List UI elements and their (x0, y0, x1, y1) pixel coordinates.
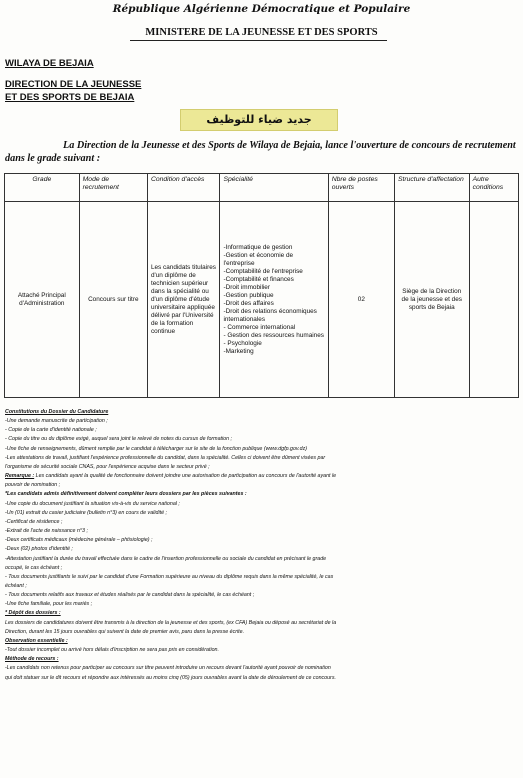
list-item: - Copie du titre ou du diplôme exigé, auquel sera joint le relevé de notes du cursus de formation ; (5, 436, 233, 443)
ministry-header: MINISTERE DE LA JEUNESSE ET DES SPORTS (145, 27, 378, 38)
list-item: échéant ; (5, 582, 27, 589)
specialite-item: -Informatique de gestion (223, 243, 293, 251)
remarque-text: Les candidats ayant la qualité de fonctionnaire doivent joindre une autorisation de participation au concours de l'autorité ayant le (34, 473, 337, 480)
cell-autres (469, 202, 518, 398)
intro-paragraph: La Direction de la Jeunesse et des Sports de Wilaya de Bejaia, lance l'ouverture de concours de recrutement dans le grade suivant : (5, 140, 516, 164)
republic-header: République Algérienne Démocratique et Populaire (112, 3, 411, 15)
list-item: - Copie de la carte d'identité nationale ; (5, 427, 97, 434)
list-item: l'organisme de sécurité sociale CNAS, pour l'expérience acquise dans le secteur privé ; (5, 463, 210, 470)
table-row (5, 202, 519, 398)
col-grade: Grade (5, 174, 80, 202)
remarque-label: Remarque : (5, 473, 35, 480)
specialite-item: -Droit immobilier (223, 283, 270, 291)
cell-mode: Concours sur titre (79, 202, 147, 398)
cell-grade: Attaché Principal d'Administration (5, 202, 80, 398)
col-mode: Mode de recrutement (79, 174, 147, 202)
cell-structure: Siège de la Direction de la jeunesse et des sports de Bejaia (394, 202, 469, 398)
list-item: -Une fiche familiale, pour les mariés ; (5, 601, 93, 608)
remarque-text-2: pouvoir de nomination ; (5, 482, 61, 489)
col-condition: Condition d'accès (147, 174, 220, 202)
specialite-item: -Comptabilité et finances (223, 275, 294, 283)
remarque-line (5, 472, 519, 481)
list-item: -Certificat de résidence ; (5, 518, 63, 525)
body-section (5, 408, 519, 683)
list-item: -Une copie du document justifiant la situation vis-à-vis du service national ; (5, 500, 180, 507)
list-item: - Tous documents justifiants le suivi par le candidat d'une Formation supérieure au niveau du diplôme requis dans la même spécialité, le cas (5, 573, 334, 580)
observation-line: -Tout dossier incomplet ou arrivé hors délais d'inscription ne sera pas pris en considération. (5, 647, 219, 654)
recruitment-table (4, 173, 519, 398)
issuer-direction: DIRECTION DE LA JEUNESSE (5, 78, 142, 90)
specialite-item: -Marketing (223, 347, 254, 355)
col-autres: Autre conditions (469, 174, 518, 202)
recours-title: Méthode de recours : (5, 656, 59, 663)
specialite-item: -Droit des relations économiques internationales (223, 307, 317, 323)
specialite-item: -Droit des affaires (223, 299, 274, 307)
cell-condition: Les candidats titulaires d'un diplôme de technicien supérieur dans la spécialité ou d'un diplôme d'étude universitaire appliquée délivré par l'Université de la formation continue (147, 202, 220, 398)
observation-title: Observation essentielle : (5, 637, 68, 644)
list-item: -Attestation justifiant la durée du travail effectuée dans le cadre de l'insertion professionnelle ou sociale du candidat en précisant le grade (5, 555, 327, 562)
list-item: -Deux (02) photos d'identité ; (5, 546, 73, 553)
specialite-item: - Commerce international (223, 323, 296, 331)
specialite-item: - Psychologie (223, 339, 262, 347)
list-item: -Un (01) extrait du casier judiciaire (bulletin n°3) en cours de validité ; (5, 509, 167, 516)
col-postes: Nbre de postes ouverts (328, 174, 394, 202)
list-item: -Une fiche de renseignements, dûment remplie par le candidat à télécharger sur le site de la fonction publique (www.dgfp.gov.dz) (5, 445, 307, 452)
recours-line: qui doit statuer sur le dit recours et répondre aux intéressés au moins cinq (05) jours ouvrables avant la date de déroulement de ce concours. (5, 674, 336, 681)
depot-title: * Dépôt des dossiers : (5, 610, 61, 617)
col-structure: Structure d'affectation (394, 174, 469, 202)
list-item: -Une demande manuscrite de participation ; (5, 418, 108, 425)
issuer-wilaya: WILAYA DE BEJAIA (5, 58, 94, 69)
table-header-row (5, 174, 519, 202)
list-item: -Deux certificats médicaux (médecine générale – phtisiologie) ; (5, 537, 153, 544)
dossier-title: Constitutions du Dossier du Candidature (5, 409, 109, 415)
recours-line: -Les candidats non retenus pour participer au concours sur titre peuvent introduire un recours devant l'autorité ayant pouvoir de nomination (5, 665, 331, 672)
ministry-underline (130, 40, 387, 41)
specialite-item: -Gestion publique (223, 291, 274, 299)
list-item: - Tous documents relatifs aux travaux et études réalisés par le candidat dans la spécialité, le cas échéant ; (5, 592, 255, 599)
col-specialite: Spécialité (220, 174, 328, 202)
specialite-item: -Comptabilité de l'entreprise (223, 267, 303, 275)
specialite-item: - Gestion des ressources humaines (223, 331, 324, 339)
depot-line: Direction, durant les 15 jours ouvrables qui suivent la date de premier avis, paru dans la presse écrite. (5, 628, 245, 635)
admis-title: *Les candidats admis définitivement doivent compléter leurs dossiers par les pièces suivantes : (5, 491, 247, 498)
specialite-item: -Gestion et économie de l'entreprise (223, 251, 294, 267)
cell-specialite (220, 202, 328, 398)
cell-postes: 02 (328, 202, 394, 398)
list-item: occupé, le cas échéant ; (5, 564, 63, 571)
depot-line: Les dossiers de candidatures doivent être transmis à la direction de la jeunesse et des sports, (ex CFA) Bejaia ou déposé au secrétariat de la (5, 619, 337, 626)
list-item: -Extrait de l'acte de naissance n°3 ; (5, 528, 88, 535)
issuer-direction-2: ET DES SPORTS DE BEJAIA (5, 91, 135, 103)
issuer-block (5, 58, 141, 104)
list-item: -Les attestations de travail, justifiant l'expérience professionnelle du candidat, dans la spécialité. Celles ci doivent être dûment visées par (5, 454, 326, 461)
arabic-watermark-banner: جديد ضياء للتوظيف (180, 109, 338, 131)
